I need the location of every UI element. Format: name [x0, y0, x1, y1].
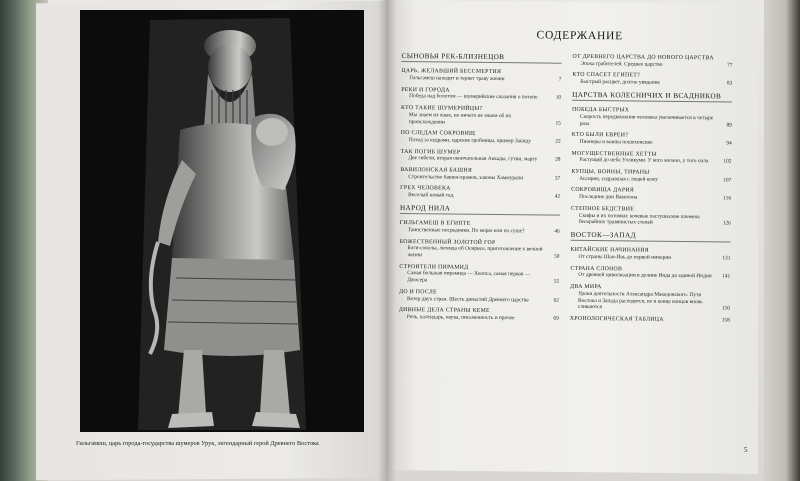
photo-caption: Гильгамеш, царь города-государства шумеров Урук, легендарный герой Древнего Востока	[76, 440, 319, 447]
toc-entry-description-text: Последние дни Вавилона	[579, 194, 638, 201]
toc-entry-title: ТАК ПОГИБ ШУМЕР	[400, 148, 461, 156]
toc-entry-page: 37	[554, 175, 561, 182]
toc-entry-title: БОЖЕСТВЕННЫЙ ЗОЛОТОЙ ГОР	[399, 238, 496, 246]
toc-entry-description-text: Строительство башен-храмов, законы Хаммурапи	[408, 173, 524, 182]
toc-entry-title: КТО СПАСЕТ ЕГИПЕТ?	[572, 72, 641, 79]
toc-entry-page: 7	[558, 76, 562, 83]
toc-entry	[571, 169, 731, 184]
toc-entry-page: 131	[722, 255, 731, 262]
relief-photo	[80, 10, 364, 432]
toc-entry-page: 42	[554, 193, 561, 200]
toc-entry-title: КТО БЫЛИ ЕВРЕИ?	[571, 132, 629, 139]
toc-entry-page: 141	[722, 273, 731, 280]
toc-entry-page: 22	[555, 138, 561, 145]
toc-entry-description-text: От страны Шан-Инь до первой империи	[578, 253, 672, 261]
toc-part-title: ВОСТОК—ЗАПАД	[571, 231, 731, 243]
toc-entry	[400, 149, 560, 164]
toc-entry-description	[401, 137, 561, 145]
toc-entry	[571, 187, 731, 202]
toc-entry-description-text: Гильгамеш находит и теряет траву жизни	[409, 75, 505, 83]
toc-entry-page: 150	[721, 305, 730, 312]
toc-entry	[572, 132, 732, 147]
toc-entry-page: 116	[723, 195, 732, 202]
toc-entry-title: КТО ТАКИЕ ШУМЕРИЙЦЫ?	[400, 105, 483, 112]
toc-entry-title: ГИЛЬГАМЕШ В ЕГИПТЕ	[399, 220, 471, 227]
table-of-contents	[395, 14, 750, 458]
toc-title: СОДЕРЖАНИЕ	[536, 29, 624, 43]
toc-entry-description-text: Уроки деятельности Александра Македонского. Пути Востока и Запада расходятся, но в конце концов вновь сливаются	[577, 290, 703, 311]
toc-entry-title: СТЕПНОЕ БЕДСТВИЕ	[570, 205, 635, 213]
toc-entry-title: МОГУЩЕСТВЕННЫЕ ХЕТТЫ	[571, 150, 657, 158]
toc-entry-title: ДИВНЫЕ ДЕЛА СТРАНЫ КЕМЕ	[398, 307, 490, 315]
toc-entry-page: 50	[554, 253, 560, 260]
toc-entry-page: 89	[726, 121, 732, 128]
toc-entry-description	[571, 157, 731, 165]
toc-entry-description	[570, 254, 730, 262]
toc-entry-page: 62	[553, 297, 560, 304]
toc-entry	[401, 130, 561, 145]
toc-entry	[570, 284, 730, 313]
toc-entry-description	[570, 272, 730, 280]
toc-entry-description-text: От древней цивилизации в долине Инда до единой Индии	[578, 272, 712, 280]
toc-entry-description	[400, 155, 560, 163]
toc-entry-page: 107	[723, 177, 732, 184]
toc-entry-description-text: Самая большая пирамида — Хеопса, самая первая — Джосера	[407, 270, 531, 284]
toc-entry	[572, 72, 732, 87]
toc-entry-title: ВАВИЛОНСКАЯ БАШНЯ	[400, 167, 473, 174]
toc-part-title: ЦАРСТВА КОЛЕСНИЧИХ И ВСАДНИКОВ	[572, 91, 732, 103]
toc-entry-title: ГРЕХ ЧЕЛОВЕКА	[400, 185, 451, 193]
toc-entry-description	[401, 93, 561, 101]
toc-entry-description-text: Растущий до неба Улликуми. У кого железо, у того сила	[579, 157, 709, 165]
toc-entry	[401, 105, 561, 127]
toc-entry-title: ПО СЛЕДАМ СОКРОВИЩ	[400, 130, 476, 138]
toc-entry-description	[400, 174, 560, 182]
toc-entry-title: ЦАРЬ, ЖЕЛАВШИЙ БЕССМЕРТИЯ	[401, 68, 502, 76]
book-gutter	[378, 0, 396, 481]
toc-entry-title: КИТАЙСКИЕ НАЧИНАНИЯ	[570, 247, 649, 254]
toc-entry	[399, 289, 559, 304]
toc-entry-title: ПОБЕДА БЫСТРЫХ	[571, 106, 630, 114]
toc-entry-title: ДО И ПОСЛЕ	[399, 288, 437, 296]
toc-entry-description	[571, 212, 731, 227]
toc-entry-title: СТРАНА СЛОНОВ	[570, 265, 623, 273]
toc-entry-title: ДВА МИРА	[570, 283, 602, 291]
toc-entry-description	[399, 296, 559, 304]
toc-entry-description-text: Ветер двух стран. Шесть династий Древнего царства	[406, 295, 529, 303]
toc-entry-title: ХРОНОЛОГИЧЕСКАЯ ТАБЛИЦА	[569, 315, 664, 323]
toc-left-column	[399, 52, 562, 327]
toc-entry-page: 126	[722, 220, 731, 227]
toc-entry-description-text: Эпоха грабителей. Среднее царство	[580, 60, 663, 68]
toc-entry-description	[399, 245, 559, 260]
toc-entry-description	[401, 75, 561, 83]
toc-entry-description-text: Таинственные посредники. По морю или по суше?	[407, 226, 525, 235]
toc-entry-description	[572, 139, 732, 147]
book-cover-right	[764, 0, 800, 481]
toc-entry	[570, 316, 730, 324]
toc-entry-description-text: Поход за кедрами, царские гробницы, пример Закиду	[408, 137, 532, 145]
toc-entry-page: 10	[555, 94, 562, 102]
toc-entry-page: 28	[555, 156, 561, 164]
toc-entry-description	[572, 114, 732, 129]
toc-entry	[400, 167, 560, 182]
toc-entry-title: СОКРОВИЩА ДАРИЯ	[571, 187, 635, 194]
toc-entry-page: 46	[554, 228, 560, 235]
toc-entry-page: 69	[553, 315, 559, 322]
toc-entry-description-text: Пионеры и воины пошехонские	[579, 138, 653, 146]
toc-entry	[571, 150, 731, 165]
toc-entry-description	[572, 79, 732, 87]
toc-entry-page: 77	[727, 62, 733, 69]
gilgamesh-relief-image	[80, 10, 364, 432]
toc-entry-description	[572, 60, 732, 68]
toc-part-title: СЫНОВЬЯ РЕК-БЛИЗНЕЦОВ	[401, 52, 561, 64]
toc-entry-description	[399, 270, 559, 285]
toc-entry-title: КУПЦЫ, ВОИНЫ, ТИРАНЫ	[571, 168, 650, 176]
toc-entry-description-text: Ассирия, содравшая с людей кожу	[579, 175, 659, 183]
toc-entry	[401, 68, 561, 83]
toc-entry-description	[570, 291, 730, 313]
toc-entry-description	[571, 194, 731, 202]
toc-entry	[400, 185, 560, 200]
toc-entry-page: 94	[726, 140, 732, 147]
toc-entry-description-text: Победа над болотом — шумерийские сказания о потопе	[409, 93, 538, 101]
toc-entry-description-text: Быстрый расцвет, долгое увядание	[580, 78, 660, 86]
toc-entry-description-text: Веселый новый год.	[408, 192, 455, 199]
toc-entry	[399, 264, 559, 286]
toc-part-title: НАРОД НИЛА	[400, 204, 560, 216]
toc-entry	[401, 87, 561, 102]
toc-entry-title: РЕКИ И ГОРОДА	[401, 86, 450, 94]
toc-entry-description	[399, 314, 559, 322]
toc-entry-page: 83	[726, 80, 733, 87]
toc-entry-description-text: Скорость передвижения человека увеличивается в четыре раза	[579, 113, 714, 127]
toc-right-column	[570, 54, 733, 329]
toc-entry-description-text: Скифы и их потомки: кочевые пастушеские племена бескрайних травянистых степей	[578, 212, 700, 226]
toc-entry-description	[401, 112, 561, 127]
toc-entry	[399, 307, 559, 322]
toc-entry	[570, 266, 730, 281]
toc-entry-title: СТРОИТЕЛИ ПИРАМИД	[399, 263, 469, 271]
toc-entry-title: ОТ ДРЕВНЕГО ЦАРСТВА ДО НОВОГО ЦАРСТВА	[572, 53, 714, 62]
toc-entry	[399, 239, 559, 261]
toc-entry-description-text: Боги-соколы, легенда об Осирисе, приготовление к вечной жизни	[407, 245, 543, 259]
toc-entry-page: 158	[721, 317, 730, 324]
toc-entry-description	[400, 192, 560, 200]
toc-entry-description	[571, 176, 731, 184]
toc-entry	[570, 247, 730, 262]
toc-entry-page: 15	[555, 120, 561, 127]
toc-entry-page: 55	[553, 278, 560, 285]
toc-entry-description-text: Мы знаем их язык, но ничего не знаем об их происхождении	[408, 111, 512, 125]
toc-entry	[572, 107, 732, 129]
toc-entry	[571, 206, 731, 228]
toc-entry-page: 102	[723, 158, 732, 165]
toc-entry-description-text: Две гибели, вторая окончательная Аккады, гутии, марту	[408, 155, 538, 163]
toc-entry-description-text: Речь, календарь, наука, письменность и прочее	[406, 314, 515, 322]
toc-entry-description	[400, 227, 560, 235]
toc-entry	[400, 220, 560, 235]
toc-entry	[572, 54, 732, 69]
page-number: 5	[744, 446, 748, 454]
